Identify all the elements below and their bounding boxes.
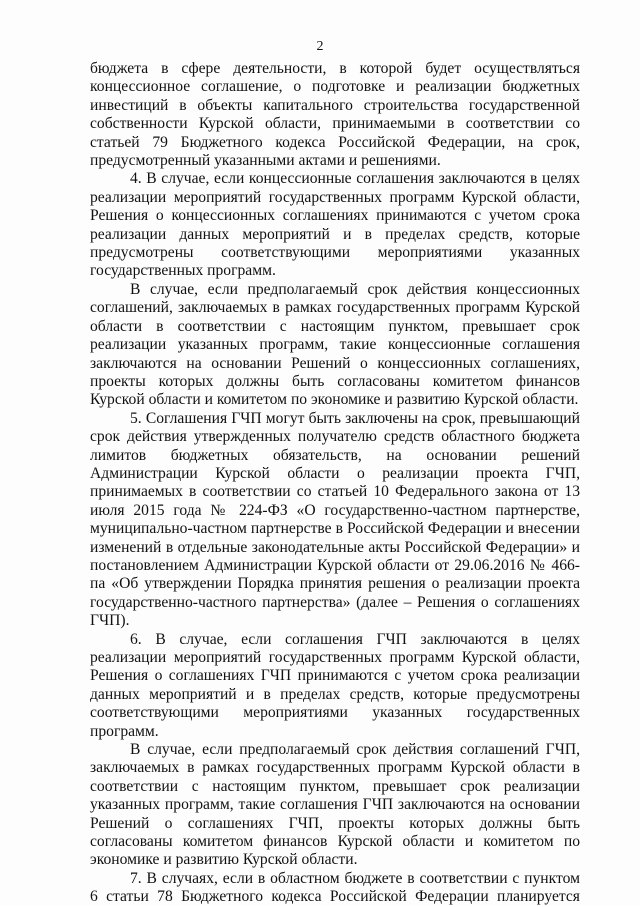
document-body: [90, 60, 580, 907]
paragraph-item-4-part-2: В случае, если предполагаемый срок действия концессионных соглашений, заключаемых в рамках государственных программ Курской области в соответствии с настоящим пунктом, превышает срок реализации указанных программ, такие концессионные соглашения заключаются на основании Решений о концессионных соглашениях, проекты которых должны быть согласованы комитетом финансов Курской области и комитетом по экономике и развитию Курской области.: [90, 280, 580, 409]
paragraph-item-7: 7. В случаях, если в областном бюджете в соответствии с пунктом 6 статьи 78 Бюджетного кодекса Российской Федерации планируется: [90, 869, 580, 906]
page-number: 2: [316, 39, 324, 54]
paragraph-continuation: бюджета в сфере деятельности, в которой будет осуществляться концессионное соглашение, о подготовке и реализации бюджетных инвестиций в объекты капитального строительства государственной собственности Курской области, принимаемыми в соответствии со статьей 79 Бюджетного кодекса Российской Федерации, на срок, предусмотренный указанными актами и решениями.: [90, 60, 580, 170]
paragraph-item-5: 5. Соглашения ГЧП могут быть заключены на срок, превышающий срок действия утвержденных получателю средств областного бюджета лимитов бюджетных обязательств, на основании решений Администрации Курской области о реализации проекта ГЧП, принимаемых в соответствии со статьей 10 Федерального закона от 13 июля 2015 года № 224-ФЗ «О государственно-частном партнерстве, муниципально-частном партнерстве в Российской Федерации и внесении изменений в отдельные законодательные акты Российской Федерации» и постановлением Администрации Курской области от 29.06.2016 № 466-па «Об утверждении Порядка принятия решения о реализации проекта государственно-частного партнерства» (далее – Решения о соглашениях ГЧП).: [90, 409, 580, 630]
paragraph-item-6-part-2: В случае, если предполагаемый срок действия соглашений ГЧП, заключаемых в рамках государственных программ Курской области в соответствии с настоящим пунктом, превышает срок реализации указанных программ, такие соглашения ГЧП заключаются на основании Решений о соглашениях ГЧП, проекты которых должны быть согласованы комитетом финансов Курской области и комитетом по экономике и развитию Курской области.: [90, 741, 580, 869]
paragraph-item-4: 4. В случае, если концессионные соглашения заключаются в целях реализации мероприятий государственных программ Курской области, Решения о концессионных соглашениях принимаются с учетом срока реализации данных мероприятий и в пределах средств, которые предусмотрены соответствующими мероприятиями указанных государственных программ.: [90, 170, 580, 280]
paragraph-item-6: 6. В случае, если соглашения ГЧП заключаются в целях реализации мероприятий государственных программ Курской области, Решения о соглашениях ГЧП принимаются с учетом срока реализации данных мероприятий и в пределах средств, которые предусмотрены соответствующими мероприятиями указанных государственных программ.: [90, 630, 580, 740]
